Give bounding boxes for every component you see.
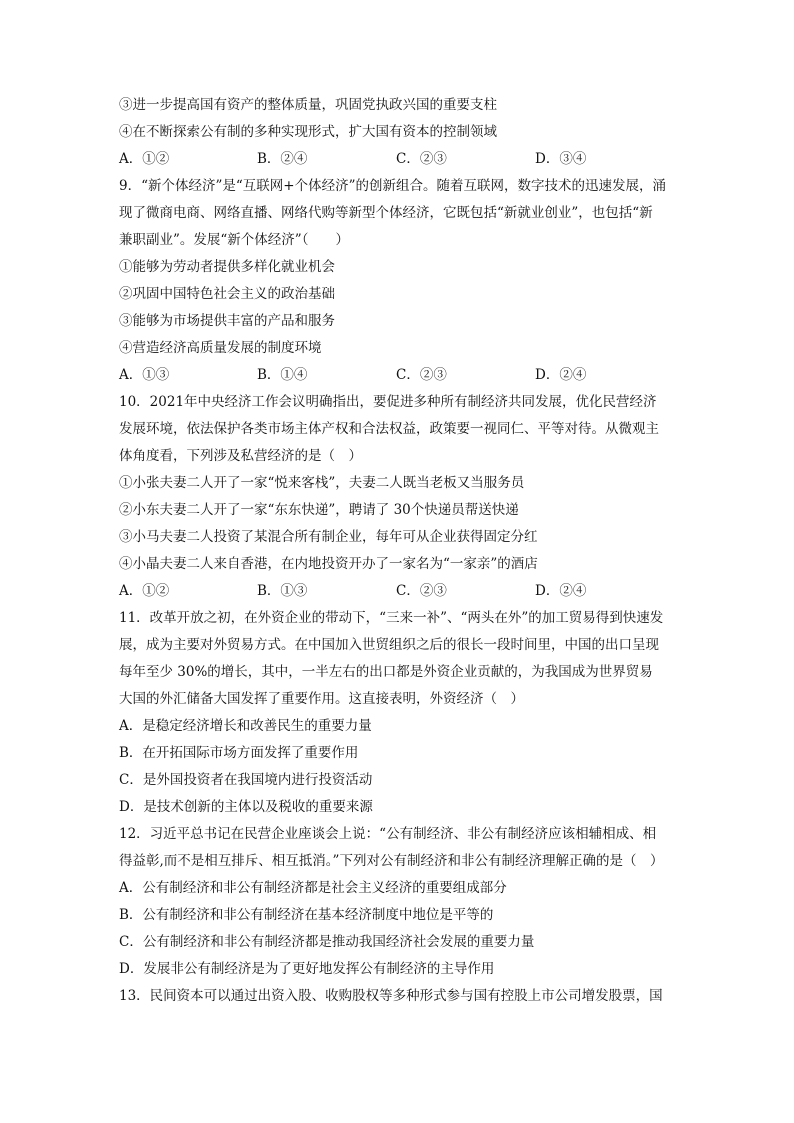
q9-stem-line-1: 9．“新个体经济”是“互联网+个体经济”的创新组合。随着互联网，数字技术的迅速发展，涌 bbox=[119, 178, 667, 194]
q9-stem-line-2: 现了微商电商、网络直播、网络代购等新型个体经济，它既包括“新就业创业”，也包括“新 bbox=[119, 205, 653, 221]
q10-item-3: ③小马夫妻二人投资了某混合所有制企业，每年可从企业获得固定分红 bbox=[119, 529, 538, 545]
q11-stem-line-4: 大国的外汇储备大国发挥了重要作用。这直接表明，外资经济（ ） bbox=[119, 691, 524, 707]
q11-stem-line-2: 展，成为主要对外贸易方式。在中国加入世贸组织之后的很长一段时间里，中国的出口呈现 bbox=[119, 637, 659, 653]
q11-choice-b: B．在开拓国际市场方面发挥了重要作用 bbox=[119, 745, 359, 761]
q12-choice-d: D．发展非公有制经济是为了更好地发挥公有制经济的主导作用 bbox=[119, 961, 495, 977]
q10-option-a: A．①② bbox=[119, 583, 170, 599]
q8-item-4: ④在不断探索公有制的多种实现形式，扩大国有资本的控制领域 bbox=[119, 124, 497, 140]
q8-options bbox=[119, 150, 679, 168]
q9-item-4: ④营造经济高质量发展的制度环境 bbox=[119, 340, 322, 356]
q8-item-3: ③进一步提高国有资产的整体质量，巩固党执政兴国的重要支柱 bbox=[119, 97, 497, 113]
q10-item-4: ④小晶夫妻二人来自香港，在内地投资开办了一家名为“一家亲”的酒店 bbox=[119, 556, 538, 572]
q9-stem-line-3: 兼职副业”。发展“新个体经济”（ ） bbox=[119, 232, 349, 248]
q8-option-a: A．①② bbox=[119, 151, 170, 167]
q9-options bbox=[119, 366, 679, 384]
q8-option-c: C．②③ bbox=[396, 151, 447, 167]
q9-item-2: ②巩固中国特色社会主义的政治基础 bbox=[119, 286, 335, 302]
q10-option-c: C．②③ bbox=[396, 583, 447, 599]
q11-stem-line-1: 11．改革开放之初，在外资企业的带动下，“三来一补”、“两头在外”的加工贸易得到快速发 bbox=[119, 610, 664, 626]
q12-choice-a: A．公有制经济和非公有制经济都是社会主义经济的重要组成部分 bbox=[119, 880, 507, 896]
q10-options bbox=[119, 582, 679, 600]
q8-option-d: D．③④ bbox=[535, 151, 587, 167]
q11-stem-line-3: 每年至少 30%的增长，其中，一半左右的出口都是外资企业贡献的，为我国成为世界贸易 bbox=[119, 664, 653, 680]
q12-stem-line-2: 得益彰,而不是相互排斥、相互抵消。”下列对公有制经济和非公有制经济理解正确的是（ ） bbox=[119, 853, 664, 869]
q12-choice-b: B．公有制经济和非公有制经济在基本经济制度中地位是平等的 bbox=[119, 907, 494, 923]
q9-item-3: ③能够为市场提供丰富的产品和服务 bbox=[119, 313, 335, 329]
q8-option-b: B．②④ bbox=[257, 151, 308, 167]
q11-choice-c: C．是外国投资者在我国境内进行投资活动 bbox=[119, 772, 373, 788]
q9-option-c: C．②③ bbox=[396, 367, 447, 383]
q10-option-d: D．②④ bbox=[535, 583, 587, 599]
q13-stem-line-1: 13．民间资本可以通过出资入股、收购股权等多种形式参与国有控股上市公司增发股票，国 bbox=[119, 988, 663, 1004]
q10-item-1: ①小张夫妻二人开了一家“悦来客栈”，夫妻二人既当老板又当服务员 bbox=[119, 475, 525, 491]
q10-stem-line-1: 10．2021年中央经济工作会议明确指出，要促进多种所有制经济共同发展，优化民营经济 bbox=[119, 394, 657, 410]
q10-stem-line-3: 体角度看，下列涉及私营经济的是（ ） bbox=[119, 448, 362, 464]
q9-item-1: ①能够为劳动者提供多样化就业机会 bbox=[119, 259, 335, 275]
q12-stem-line-1: 12．习近平总书记在民营企业座谈会上说：“公有制经济、非公有制经济应该相辅相成、相 bbox=[119, 826, 657, 842]
q11-choice-a: A．是稳定经济增长和改善民生的重要力量 bbox=[119, 718, 372, 734]
q10-stem-line-2: 发展环境，依法保护各类市场主体产权和合法权益，政策要一视同仁、平等对待。从微观主 bbox=[119, 421, 659, 437]
q9-option-a: A．①③ bbox=[119, 367, 170, 383]
q9-option-b: B．①④ bbox=[257, 367, 308, 383]
q10-item-2: ②小东夫妻二人开了一家“东东快递”，聘请了 30个快递员帮送快递 bbox=[119, 502, 519, 518]
q12-choice-c: C．公有制经济和非公有制经济都是推动我国经济社会发展的重要力量 bbox=[119, 934, 535, 950]
q11-choice-d: D．是技术创新的主体以及税收的重要来源 bbox=[119, 799, 373, 815]
q10-option-b: B．①③ bbox=[257, 583, 308, 599]
q9-option-d: D．②④ bbox=[535, 367, 587, 383]
